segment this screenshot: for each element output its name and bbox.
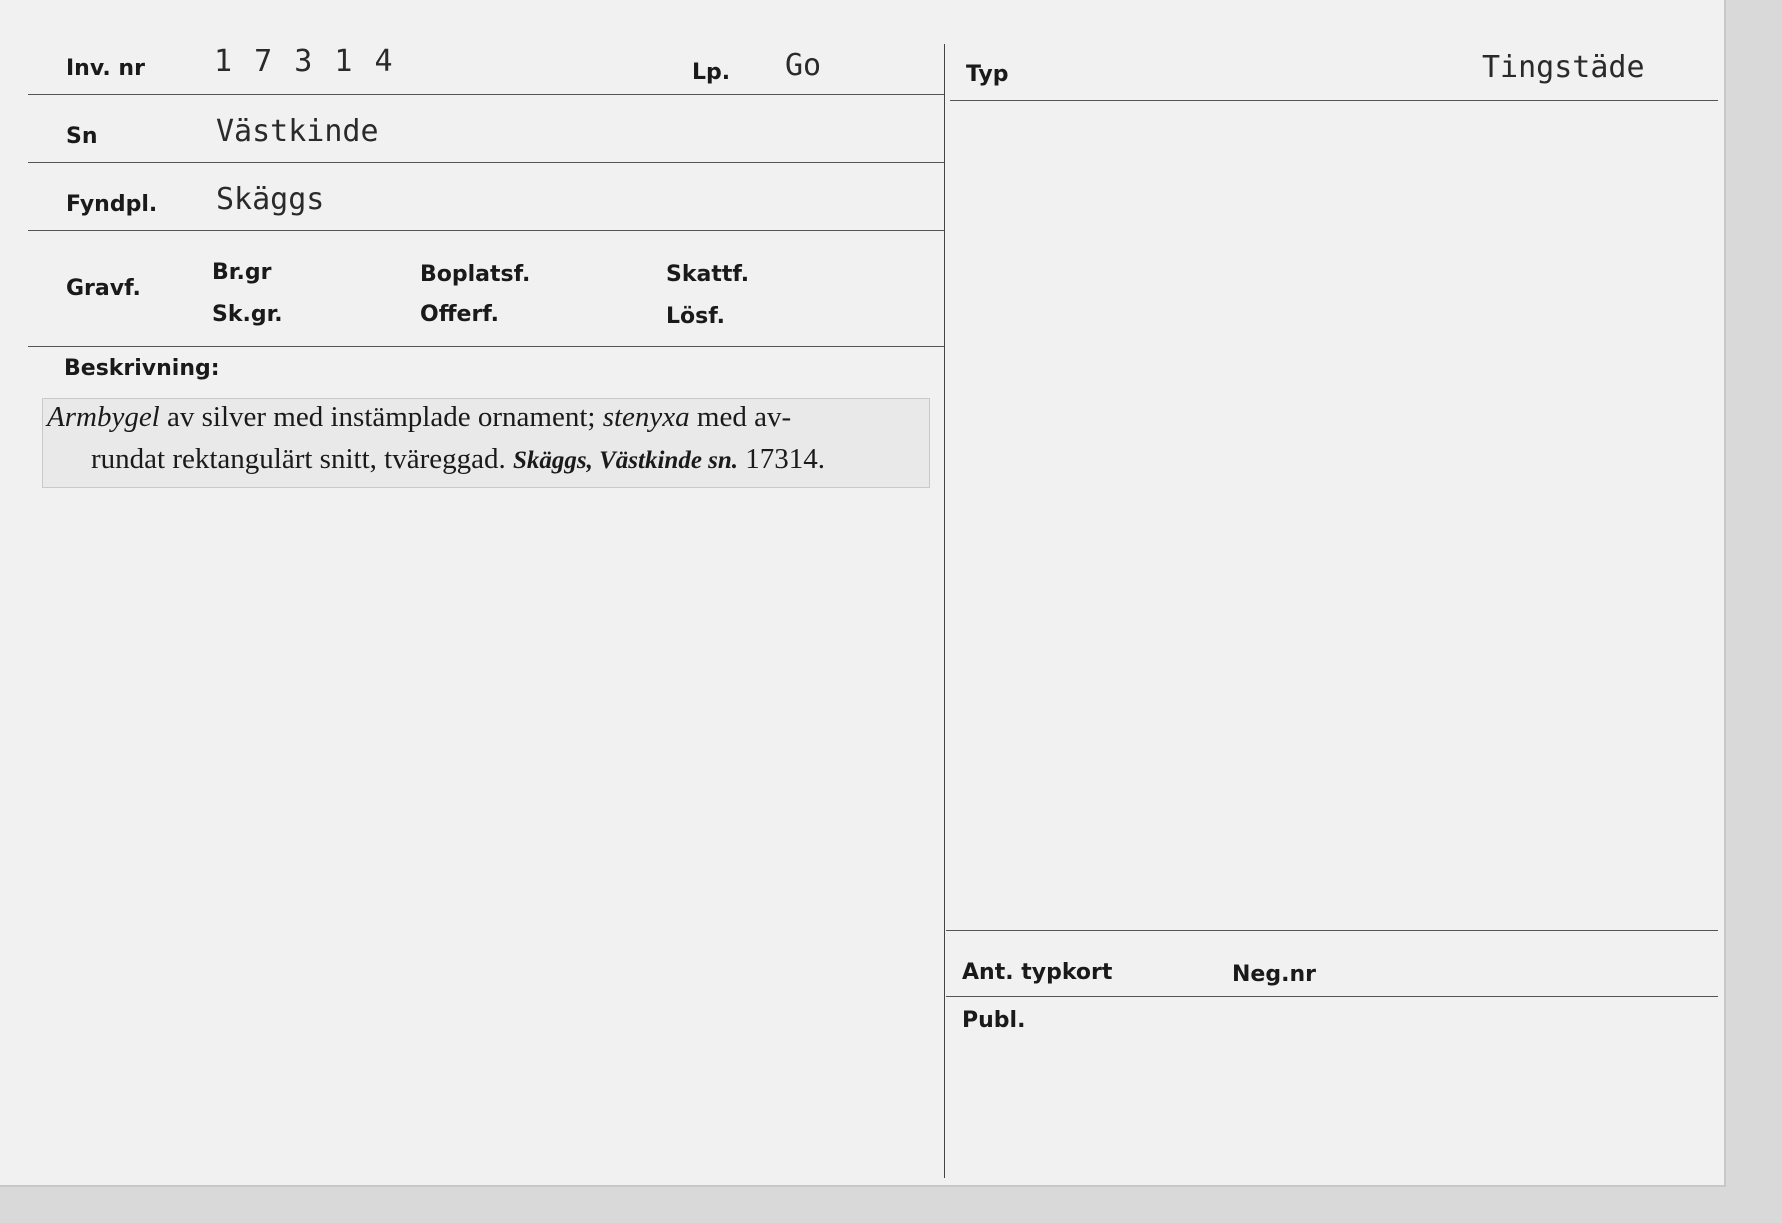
fyndpl-label: Fyndpl. (66, 192, 158, 217)
gravf-label: Gravf. (66, 276, 141, 301)
sn-label: Sn (66, 124, 98, 149)
divider-typ (950, 100, 1718, 101)
inv-nr-label: Inv. nr (66, 56, 145, 81)
offerf-label: Offerf. (420, 302, 500, 327)
description-text-1a: av silver med instämplade ornament; (159, 401, 603, 433)
br-gr-label: Br.gr (212, 260, 272, 285)
fyndpl-value: Skäggs (216, 182, 325, 217)
inv-nr-value: 1 7 3 1 4 (214, 44, 395, 79)
divider-bottom-top (946, 930, 1718, 931)
divider-inv (28, 94, 944, 95)
description-line-2 (91, 443, 825, 476)
description-text-2b: 17314. (738, 443, 826, 475)
description-strip (42, 398, 930, 488)
lp-label: Lp. (692, 60, 731, 85)
sn-value: Västkinde (216, 114, 379, 149)
lp-value: Go (785, 48, 822, 83)
skattf-label: Skattf. (666, 262, 750, 287)
boplatsf-label: Boplatsf. (420, 262, 531, 287)
neg-nr-label: Neg.nr (1232, 962, 1316, 987)
find-place: Skäggs, Västkinde sn. (512, 447, 739, 474)
term-stenyxa: stenyxa (602, 401, 690, 433)
description-text-2a: rundat rektangulärt snitt, tväreggad. (91, 443, 513, 475)
sk-gr-label: Sk.gr. (212, 302, 283, 327)
beskrivning-label: Beskrivning: (64, 356, 220, 381)
ant-typkort-label: Ant. typkort (962, 960, 1113, 985)
losf-label: Lösf. (666, 304, 725, 329)
description-line-1 (47, 401, 791, 434)
typ-label: Typ (966, 62, 1009, 87)
description-text-1b: med av- (689, 401, 792, 433)
center-divider (944, 44, 945, 1178)
typ-value: Tingstäde (1482, 50, 1645, 85)
divider-fyndpl (28, 230, 944, 231)
divider-gravf (28, 346, 944, 347)
divider-sn (28, 162, 944, 163)
publ-label: Publ. (962, 1008, 1026, 1033)
term-armbygel: Armbygel (47, 401, 160, 433)
divider-bottom-mid (946, 996, 1718, 997)
